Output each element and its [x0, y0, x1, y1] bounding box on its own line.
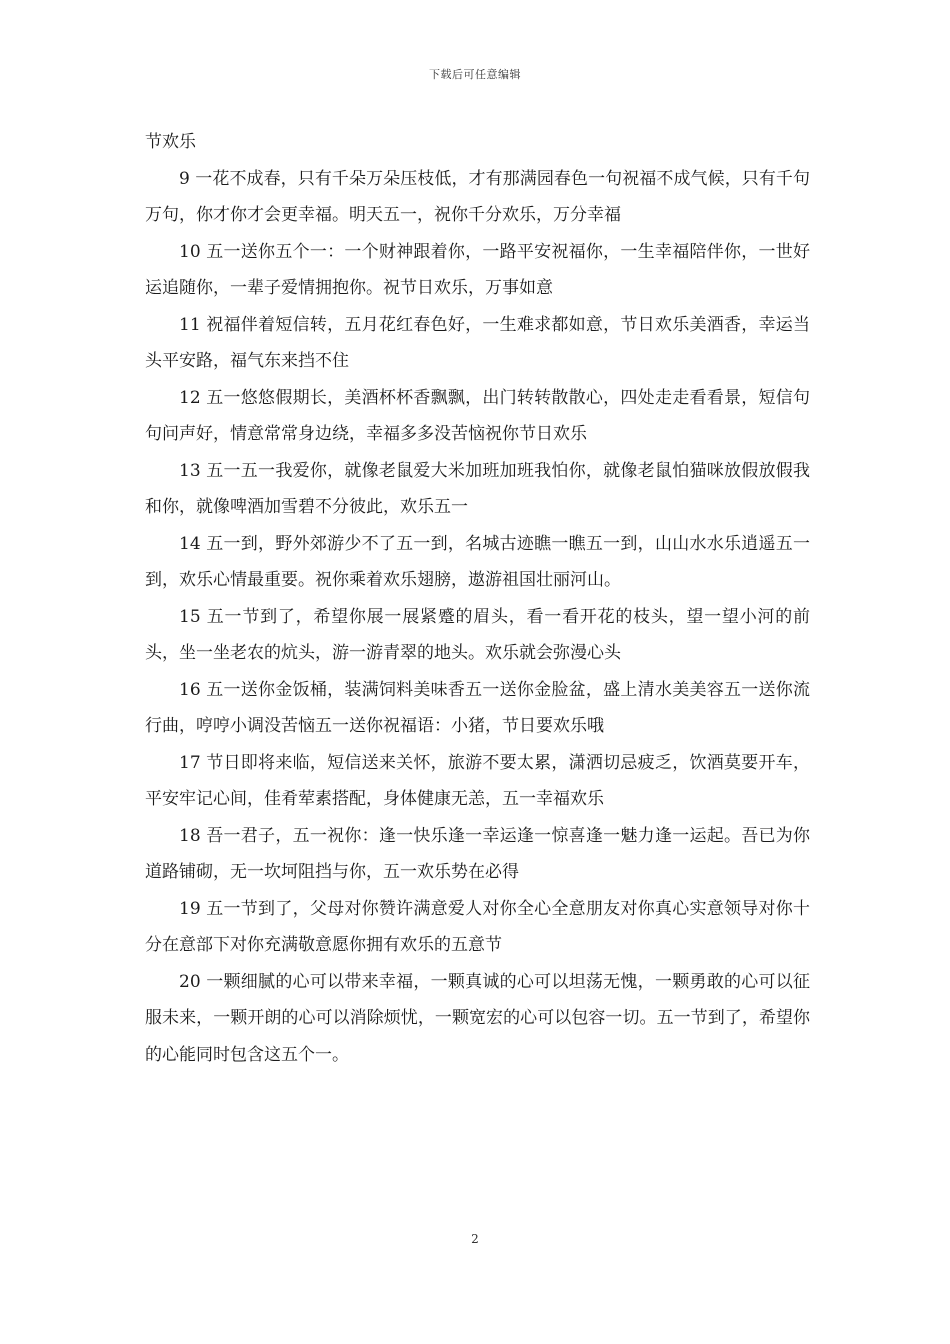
- paragraph-18: 18 吾一君子，五一祝你：逢一快乐逢一幸运逢一惊喜逢一魅力逢一运起。吾已为你道路铺砌，无一坎坷阻挡与你，五一欢乐势在必得: [145, 825, 810, 882]
- page-header: 下载后可任意编辑: [429, 68, 521, 81]
- paragraph-9: 9 一花不成春，只有千朵万朵压枝低，才有那满园春色一句祝福不成气候，只有千句万句，你才你才会更幸福。明天五一，祝你千分欢乐，万分幸福: [145, 168, 810, 225]
- paragraph-17: 17 节日即将来临，短信送来关怀，旅游不要太累，潇洒切忌疲乏，饮酒莫要开车，平安牢记心间，佳肴荤素搭配，身体健康无恙，五一幸福欢乐: [145, 752, 810, 809]
- paragraph-14: 14 五一到，野外郊游少不了五一到，名城古迹瞧一瞧五一到，山山水水乐逍遥五一到，欢乐心情最重要。祝你乘着欢乐翅膀，遨游祖国壮丽河山。: [145, 533, 810, 590]
- paragraph-19: 19 五一节到了，父母对你赞许满意爱人对你全心全意朋友对你真心实意领导对你十分在意部下对你充满敬意愿你拥有欢乐的五意节: [145, 898, 810, 955]
- paragraph-11: 11 祝福伴着短信转，五月花红春色好，一生难求都如意，节日欢乐美酒香，幸运当头平安路，福气东来挡不住: [145, 314, 810, 371]
- page-number: 2: [471, 1232, 479, 1246]
- paragraph-10: 10 五一送你五个一：一个财神跟着你，一路平安祝福你，一生幸福陪伴你，一世好运追随你，一辈子爱情拥抱你。祝节日欢乐，万事如意: [145, 241, 810, 298]
- paragraph-13: 13 五一五一我爱你，就像老鼠爱大米加班加班我怕你，就像老鼠怕猫咪放假放假我和你，就像啤酒加雪碧不分彼此，欢乐五一: [145, 460, 810, 517]
- paragraph-15: 15 五一节到了，希望你展一展紧蹙的眉头，看一看开花的枝头，望一望小河的前头，坐一坐老农的炕头，游一游青翠的地头。欢乐就会弥漫心头: [145, 606, 810, 663]
- paragraph-12: 12 五一悠悠假期长，美酒杯杯香飘飘，出门转转散散心，四处走走看看景，短信句句问声好，情意常常身边绕，幸福多多没苦恼祝你节日欢乐: [145, 387, 810, 444]
- paragraph-20: 20 一颗细腻的心可以带来幸福，一颗真诚的心可以坦荡无愧，一颗勇敢的心可以征服未来，一颗开朗的心可以消除烦忧，一颗宽宏的心可以包容一切。五一节到了，希望你的心能同时包含这五个一。: [145, 971, 810, 1065]
- continuation-text: 节欢乐: [145, 132, 196, 152]
- document-body: [145, 124, 810, 1073]
- paragraph-16: 16 五一送你金饭桶，装满饲料美味香五一送你金脸盆，盛上清水美美容五一送你流行曲，哼哼小调没苦恼五一送你祝福语：小猪，节日要欢乐哦: [145, 679, 810, 736]
